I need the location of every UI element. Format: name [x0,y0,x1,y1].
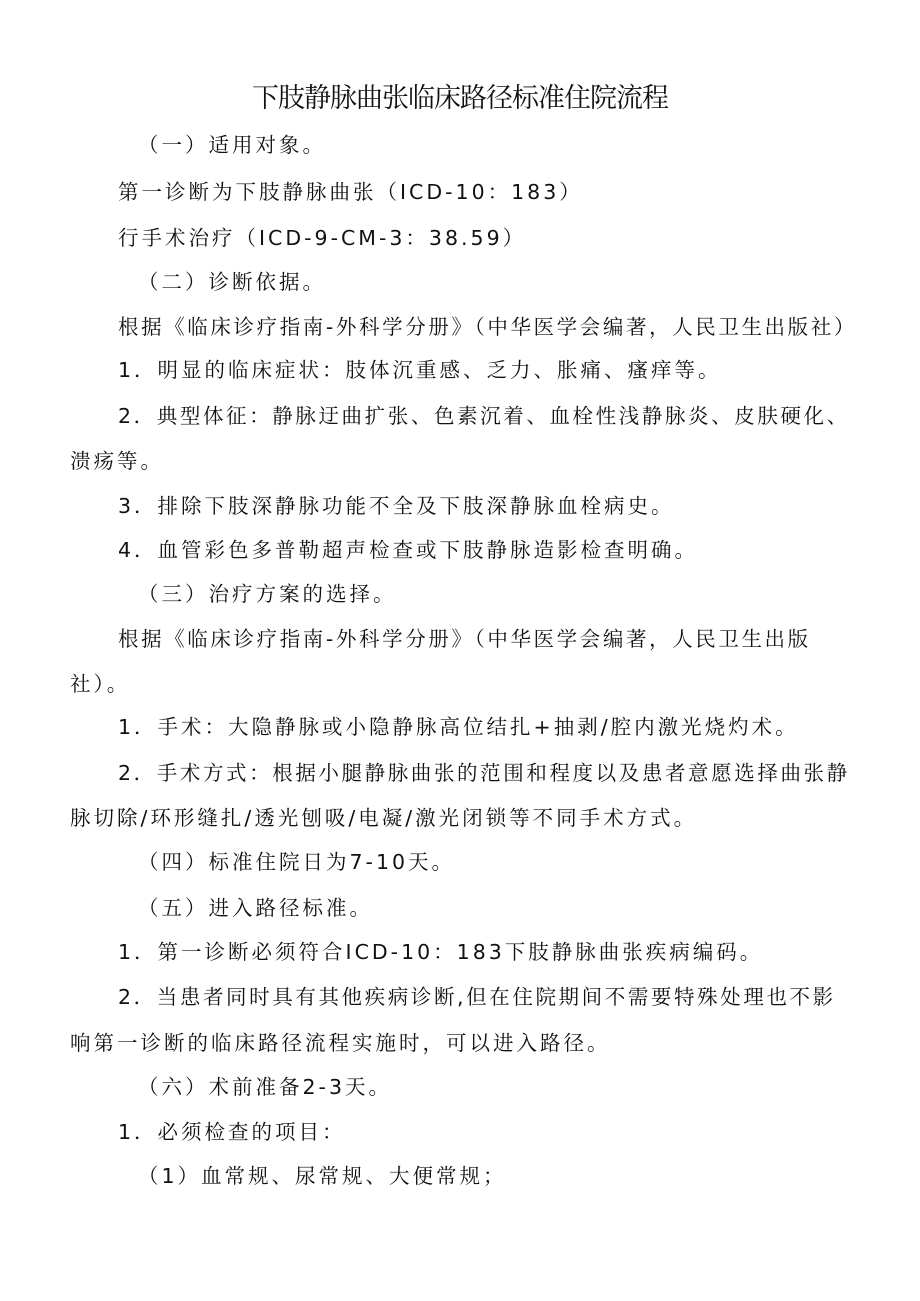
list-item-continuation: 溃疡等。 [70,449,164,473]
section-heading-3: （三）治疗方案的选择。 [138,582,397,606]
list-item: 2．手术方式：根据小腿静脉曲张的范围和程度以及患者意愿选择曲张静 [118,761,850,785]
list-item: 4．血管彩色多普勒超声检查或下肢静脉造影检查明确。 [118,538,699,562]
section-heading-5: （五）进入路径标准。 [138,896,373,920]
list-item: 1．必须检查的项目： [118,1120,346,1144]
list-item-continuation: 响第一诊断的临床路径流程实施时，可以进入路径。 [70,1031,611,1055]
sub-list-item: （1）血常规、尿常规、大便常规； [138,1164,507,1188]
paragraph-line: 第一诊断为下肢静脉曲张（ICD-10：183） [118,180,583,204]
list-item: 1．第一诊断必须符合ICD-10：183下肢静脉曲张疾病编码。 [118,940,764,964]
list-item: 2．典型体征：静脉迂曲扩张、色素沉着、血栓性浅静脉炎、皮肤硬化、 [118,404,850,428]
list-item: 1．明显的临床症状：肢体沉重感、乏力、胀痛、瘙痒等。 [118,358,722,382]
section-heading-1: （一）适用对象。 [138,133,326,157]
list-item: 2．当患者同时具有其他疾病诊断,但在住院期间不需要特殊处理也不影 [118,985,836,1009]
list-item: 3．排除下肢深静脉功能不全及下肢深静脉血栓病史。 [118,494,675,518]
section-heading-2: （二）诊断依据。 [138,270,326,294]
list-item: 1．手术：大隐静脉或小隐静脉高位结扎+抽剥/腔内激光烧灼术。 [118,715,799,739]
document-title: 下肢静脉曲张临床路径标准住院流程 [252,83,668,114]
paragraph-line: 行手术治疗（ICD-9-CM-3：38.59） [118,226,527,250]
section-heading-6: （六）术前准备2-3天。 [138,1075,392,1099]
paragraph-line: 根据《临床诊疗指南-外科学分册》（中华医学会编著，人民卫生出版 [118,627,811,651]
list-item-continuation: 脉切除/环形缝扎/透光刨吸/电凝/激光闭锁等不同手术方式。 [70,806,698,830]
paragraph-line-continuation: 社）。 [70,672,131,696]
paragraph-line: 根据《临床诊疗指南-外科学分册》（中华医学会编著，人民卫生出版社） [118,315,857,339]
section-heading-4: （四）标准住院日为7-10天。 [138,850,456,874]
